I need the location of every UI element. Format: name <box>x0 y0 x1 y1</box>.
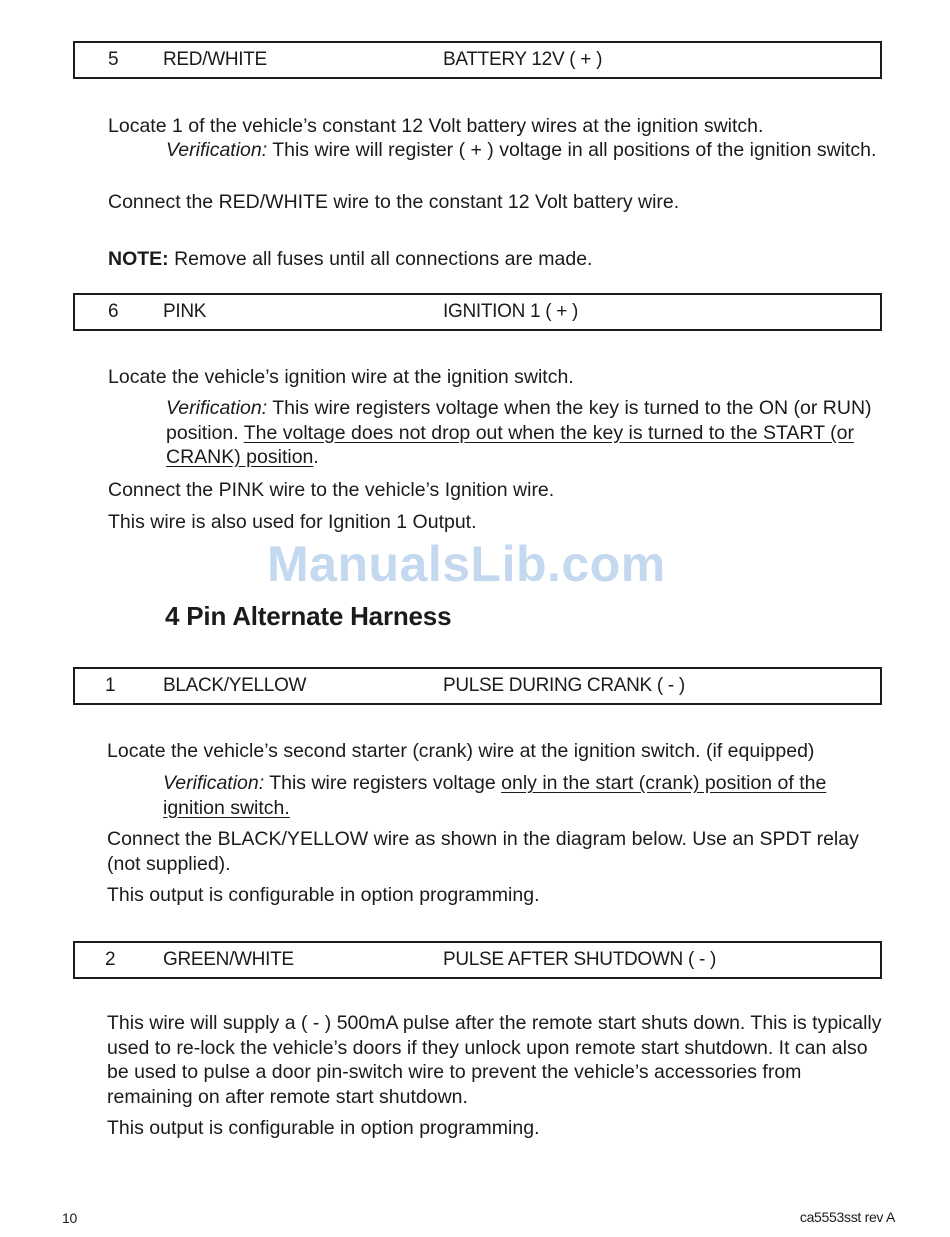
battery-locate-text: Locate 1 of the vehicle’s constant 12 Volt battery wires at the ignition switch. <box>108 115 764 137</box>
ignition-also-used-text: This wire is also used for Ignition 1 Output. <box>108 511 477 533</box>
verification-label: Verification: <box>163 772 265 794</box>
wire-header-red-white <box>73 41 882 79</box>
wire-pin-number: 2 <box>105 949 116 970</box>
crank-connect-text: Connect the BLACK/YELLOW wire as shown in the diagram below. Use an SPDT relay (not supplied). <box>107 828 859 875</box>
verification-text: This wire will register ( + ) voltage in all positions of the ignition switch. <box>267 139 877 161</box>
note-paragraph <box>108 247 592 272</box>
verification-text: This wire registers voltage when the key is turned to the ON (or RUN) position. <box>166 397 872 444</box>
crank-locate-text: Locate the vehicle’s second starter (crank) wire at the ignition switch. (if equipped) <box>107 740 815 762</box>
wire-pin-number: 5 <box>108 49 119 70</box>
wire-header-black-yellow <box>73 667 882 705</box>
shutdown-configurable-text: This output is configurable in option programming. <box>107 1117 540 1139</box>
wire-function: PULSE DURING CRANK ( - ) <box>443 675 685 696</box>
wire-header-green-white <box>73 941 882 979</box>
wire-color: GREEN/WHITE <box>163 949 294 970</box>
crank-configurable-text: This output is configurable in option programming. <box>107 884 540 906</box>
verification-underlined: only in the start (crank) position of the ignition switch. <box>163 772 827 819</box>
section-heading: 4 Pin Alternate Harness <box>165 601 452 631</box>
verification-underlined: The voltage does not drop out when the key is turned to the START (or CRANK) position <box>166 421 854 468</box>
note-label: NOTE: <box>108 248 169 270</box>
verification-text: This wire registers voltage <box>264 772 502 794</box>
wire-function: IGNITION 1 ( + ) <box>443 301 579 322</box>
shutdown-description: This wire will supply a ( - ) 500mA pulse after the remote start shuts down. This is typically used to re-lock the vehicle’s doors if they unlock upon remote start shutdown. It can also be used to pulse a door pin-switch wire to prevent the vehicle’s accessories from remaining on after remote start shutdown. <box>107 1012 882 1108</box>
wire-header-pink <box>73 293 882 331</box>
wire-function: BATTERY 12V ( + ) <box>443 49 603 70</box>
document-code: ca5553sst rev A <box>799 1209 895 1225</box>
ignition-verification <box>166 396 881 470</box>
verification-end: . <box>313 446 319 468</box>
wire-color: PINK <box>163 301 207 322</box>
watermark: ManualsLib.com <box>267 536 666 592</box>
wire-color: RED/WHITE <box>163 49 267 70</box>
battery-verification <box>166 138 881 163</box>
verification-label: Verification: <box>166 397 268 419</box>
wire-pin-number: 6 <box>108 301 119 322</box>
crank-verification <box>163 771 863 820</box>
battery-connect-text: Connect the RED/WHITE wire to the constant 12 Volt battery wire. <box>108 191 680 213</box>
wire-pin-number: 1 <box>105 675 116 696</box>
note-text: Remove all fuses until all connections are made. <box>168 248 593 270</box>
wire-color: BLACK/YELLOW <box>163 675 307 696</box>
ignition-connect-text: Connect the PINK wire to the vehicle’s Ignition wire. <box>108 479 555 501</box>
verification-label: Verification: <box>166 139 268 161</box>
wire-function: PULSE AFTER SHUTDOWN ( - ) <box>443 949 716 970</box>
ignition-locate-text: Locate the vehicle’s ignition wire at the ignition switch. <box>108 366 574 388</box>
page-number: 10 <box>62 1210 77 1226</box>
